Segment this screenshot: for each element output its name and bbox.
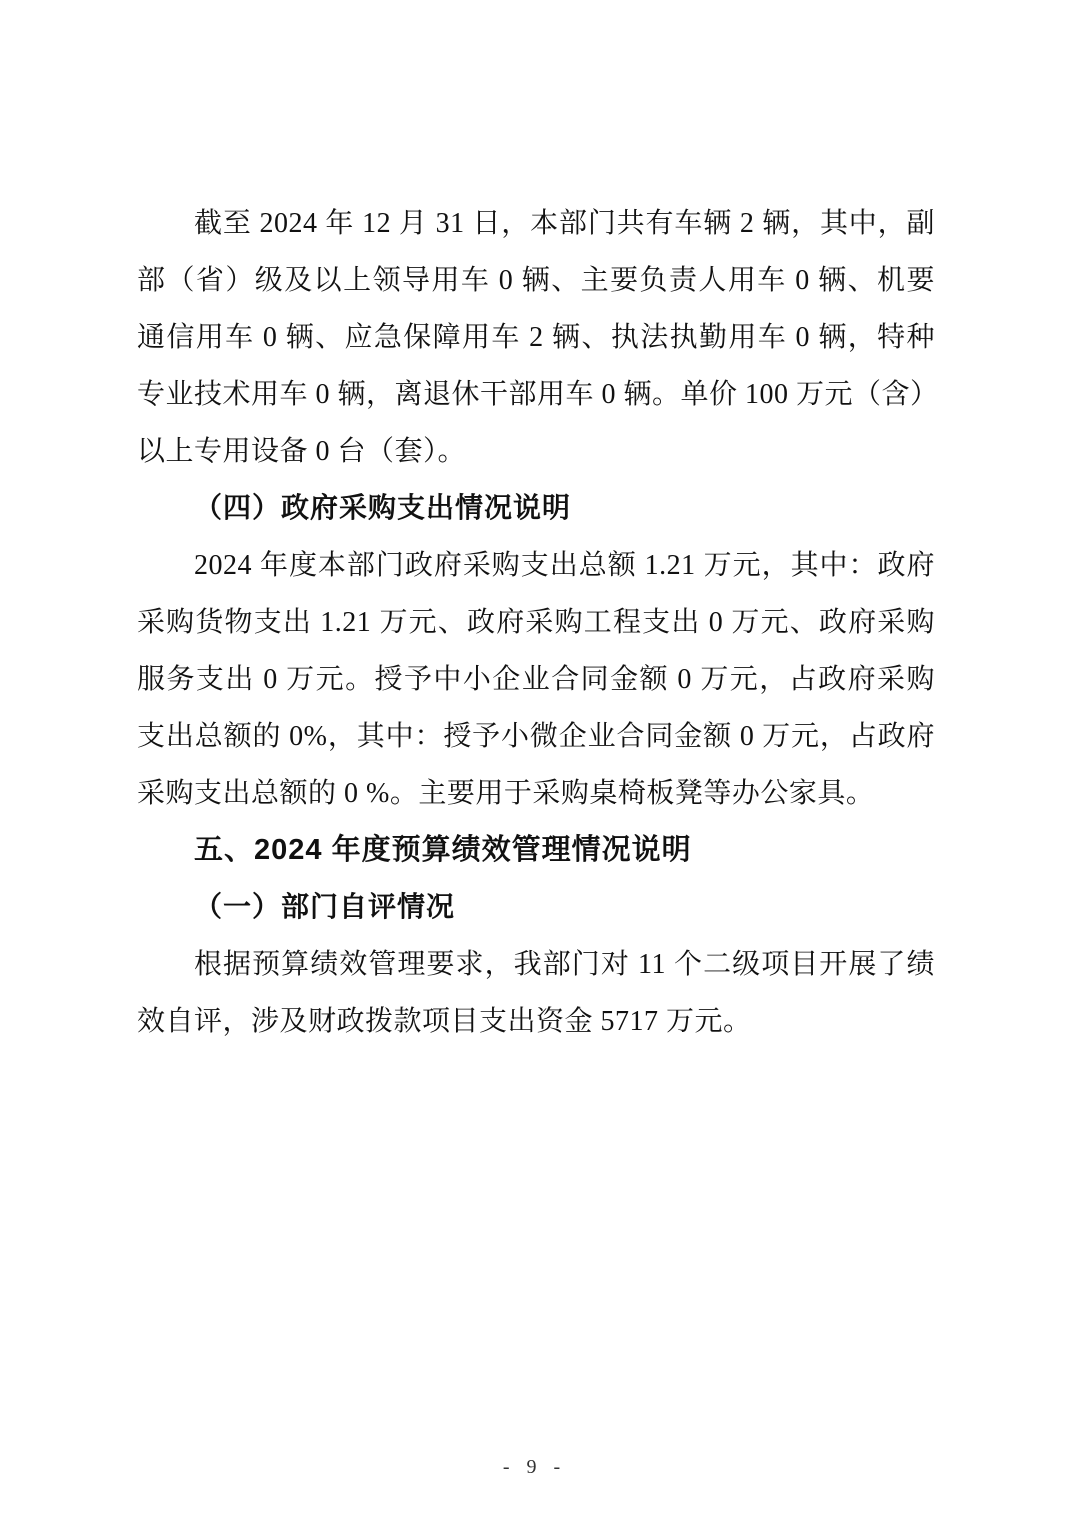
section-heading-4	[137, 480, 935, 537]
text-line: 采购支出总额的 0 %。主要用于采购桌椅板凳等办公家具。	[137, 778, 875, 809]
text-line: 专业技术用车 0 辆，离退休干部用车 0 辆。单价 100 万元（含）	[137, 379, 939, 410]
text-line: 部（省）级及以上领导用车 0 辆、主要负责人用车 0 辆、机要	[137, 265, 935, 296]
paragraph-vehicles	[137, 195, 939, 480]
text-line: 根据预算绩效管理要求，我部门对 11 个二级项目开展了绩	[194, 949, 935, 980]
text-line: 采购货物支出 1.21 万元、政府采购工程支出 0 万元、政府采购	[137, 607, 935, 638]
heading-text: （四）政府采购支出情况说明	[194, 493, 572, 524]
paragraph-self-evaluation	[137, 936, 935, 1050]
text-line: 通信用车 0 辆、应急保障用车 2 辆、执法执勤用车 0 辆，特种	[137, 322, 935, 353]
text-line: 效自评，涉及财政拨款项目支出资金 5717 万元。	[137, 1006, 752, 1037]
paragraph-procurement	[137, 537, 935, 822]
text-line: 服务支出 0 万元。授予中小企业合同金额 0 万元，占政府采购	[137, 664, 935, 695]
page-number: - 9 -	[502, 1456, 567, 1478]
text-line: 2024 年度本部门政府采购支出总额 1.21 万元，其中：政府	[194, 550, 935, 581]
heading-text: 五、2024 年度预算绩效管理情况说明	[194, 834, 692, 866]
document-body	[137, 195, 939, 1050]
text-line: 支出总额的 0%，其中：授予小微企业合同金额 0 万元，占政府	[137, 721, 935, 752]
text-line: 截至 2024 年 12 月 31 日，本部门共有车辆 2 辆，其中，副	[194, 208, 935, 239]
heading-text: （一）部门自评情况	[194, 892, 456, 923]
section-heading-5-1	[137, 879, 935, 936]
text-line: 以上专用设备 0 台（套）。	[137, 436, 467, 467]
section-heading-5	[137, 822, 935, 879]
